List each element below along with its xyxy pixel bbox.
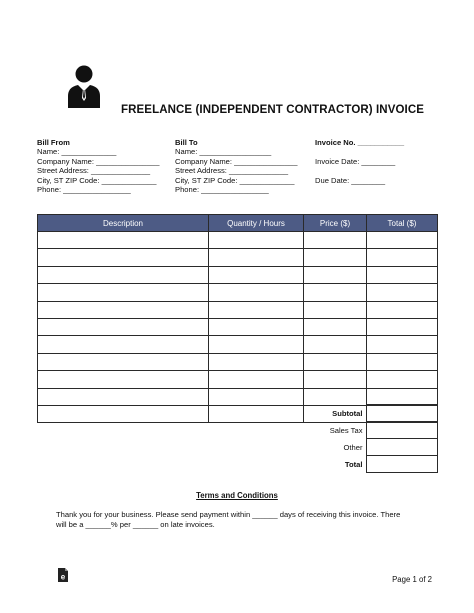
due-date: Due Date: ________ — [315, 176, 386, 185]
cell-quantity[interactable] — [209, 301, 304, 318]
table-row — [38, 249, 438, 266]
cell-price[interactable] — [304, 388, 367, 405]
cell-price[interactable] — [304, 353, 367, 370]
svg-text:e: e — [60, 572, 66, 582]
subtotal-row — [303, 405, 437, 422]
column-header-description: Description — [38, 215, 209, 232]
cell-quantity[interactable] — [209, 405, 304, 422]
bill-from-street: Street Address: ______________ — [37, 166, 151, 176]
cell-description[interactable] — [38, 405, 209, 422]
terms-text: Thank you for your business. Please send payment within ______ days of receiving this invoice. There will be a ______% per ______ on late invoices. — [56, 510, 401, 529]
total-label: Total — [344, 459, 363, 469]
cell-quantity[interactable] — [209, 371, 304, 388]
bill-to-city: City, ST ZIP Code: _____________ — [175, 175, 295, 185]
bill-from-phone: Phone: ________________ — [37, 185, 131, 195]
table-row — [38, 301, 438, 318]
invoice-title: FREELANCE (INDEPENDENT CONTRACTOR) INVOICE — [121, 104, 424, 116]
cell-total[interactable] — [367, 232, 438, 249]
subtotal-value[interactable] — [366, 405, 437, 422]
table-row — [38, 388, 438, 405]
bill-to-street: Street Address: ______________ — [175, 166, 289, 176]
invoice-number: Invoice No. ___________ — [315, 138, 405, 147]
cell-quantity[interactable] — [209, 232, 304, 249]
cell-total[interactable] — [367, 301, 438, 318]
cell-description[interactable] — [38, 284, 209, 301]
table-row — [38, 336, 438, 353]
table-row — [38, 284, 438, 301]
cell-price[interactable] — [304, 318, 367, 335]
subtotal-label: Subtotal — [332, 408, 363, 418]
cell-description[interactable] — [38, 249, 209, 266]
table-row — [38, 232, 438, 249]
cell-quantity[interactable] — [209, 249, 304, 266]
cell-price[interactable] — [304, 232, 367, 249]
cell-description[interactable] — [38, 301, 209, 318]
cell-total[interactable] — [367, 353, 438, 370]
cell-price[interactable] — [304, 371, 367, 388]
bill-to-section — [175, 138, 297, 194]
table-row — [38, 318, 438, 335]
other-value[interactable] — [366, 439, 437, 456]
bill-from-section — [37, 138, 159, 194]
bill-from-heading: Bill From — [37, 138, 70, 147]
person-icon — [66, 64, 102, 108]
cell-description[interactable] — [38, 371, 209, 388]
cell-description[interactable] — [38, 266, 209, 283]
cell-total[interactable] — [367, 318, 438, 335]
column-header-price: Price ($) — [304, 215, 367, 232]
bill-to-phone: Phone: ________________ — [175, 185, 269, 195]
cell-price[interactable] — [304, 266, 367, 283]
line-items-table — [37, 214, 438, 423]
cell-quantity[interactable] — [209, 318, 304, 335]
cell-quantity[interactable] — [209, 284, 304, 301]
table-header-row — [38, 215, 438, 232]
eforms-logo-icon — [58, 568, 68, 582]
bill-to-company: Company Name: _______________ — [175, 156, 298, 166]
total-row — [303, 456, 437, 473]
bill-from-city: City, ST ZIP Code: _____________ — [37, 175, 157, 185]
column-header-quantity: Quantity / Hours — [209, 215, 304, 232]
cell-total[interactable] — [367, 371, 438, 388]
sales-tax-value[interactable] — [366, 422, 437, 439]
cell-quantity[interactable] — [209, 353, 304, 370]
cell-total[interactable] — [367, 266, 438, 283]
other-row — [303, 439, 437, 456]
sales-tax-row — [303, 422, 437, 439]
total-value[interactable] — [366, 456, 437, 473]
cell-price[interactable] — [304, 249, 367, 266]
cell-quantity[interactable] — [209, 266, 304, 283]
cell-description[interactable] — [38, 353, 209, 370]
column-header-total: Total ($) — [367, 215, 438, 232]
cell-total[interactable] — [367, 249, 438, 266]
other-label: Other — [343, 442, 363, 452]
bill-from-company: Company Name: _______________ — [37, 156, 160, 166]
bill-from-name: Name: _____________ — [37, 147, 117, 157]
terms-heading: Terms and Conditions — [196, 491, 278, 500]
cell-total[interactable] — [367, 336, 438, 353]
totals-table — [303, 404, 438, 473]
cell-quantity[interactable] — [209, 388, 304, 405]
table-row — [38, 353, 438, 370]
cell-price[interactable] — [304, 336, 367, 353]
table-row — [38, 266, 438, 283]
invoice-date: Invoice Date: ________ — [315, 157, 396, 166]
bill-to-heading: Bill To — [175, 138, 198, 147]
cell-total[interactable] — [367, 388, 438, 405]
table-row — [38, 371, 438, 388]
cell-total[interactable] — [367, 284, 438, 301]
cell-description[interactable] — [38, 232, 209, 249]
cell-price[interactable] — [304, 284, 367, 301]
cell-description[interactable] — [38, 318, 209, 335]
sales-tax-label: Sales Tax — [329, 425, 363, 435]
cell-price[interactable] — [304, 301, 367, 318]
page-number: Page 1 of 2 — [392, 575, 432, 584]
bill-to-name: Name: _________________ — [175, 147, 272, 157]
cell-description[interactable] — [38, 388, 209, 405]
cell-description[interactable] — [38, 336, 209, 353]
cell-quantity[interactable] — [209, 336, 304, 353]
